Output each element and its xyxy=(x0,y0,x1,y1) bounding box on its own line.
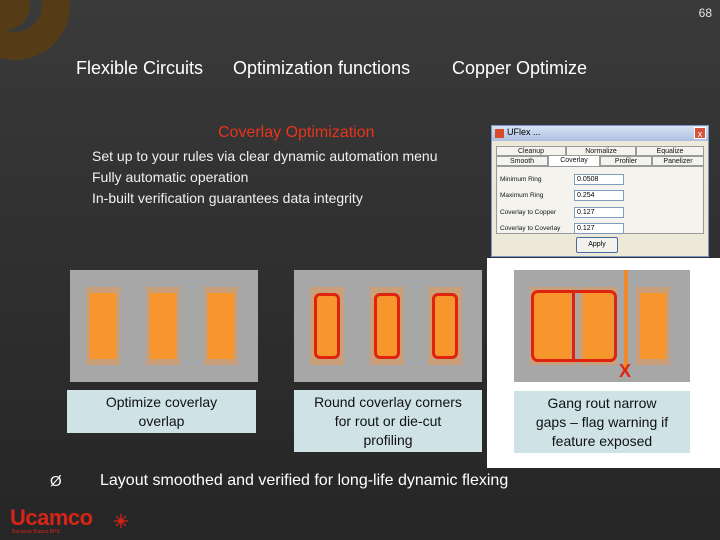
page-number: 68 xyxy=(698,6,712,20)
caption-line: profiling xyxy=(363,432,413,448)
caption-line: gaps – flag warning if xyxy=(535,414,669,430)
nav-item-copper-optimize[interactable]: Copper Optimize xyxy=(452,58,588,78)
summary-bullet: Layout smoothed and verified for long-life dynamic flexing xyxy=(100,472,509,489)
pad xyxy=(86,287,120,365)
field-label: Coverlay to Coverlay xyxy=(500,225,561,232)
copper-feature xyxy=(374,293,400,359)
tab-panelizer[interactable]: Panelizer xyxy=(652,156,704,166)
starburst-icon xyxy=(114,514,128,528)
bullet-text: Fully automatic operation xyxy=(92,169,249,185)
warning-marker: X xyxy=(619,361,632,381)
tab-cleanup[interactable]: Cleanup xyxy=(496,146,566,156)
app-icon xyxy=(495,129,504,138)
field-label: Maximum Ring xyxy=(500,192,544,199)
copper-feature xyxy=(314,293,340,359)
copper-feature xyxy=(640,293,666,359)
bullet-text: Set up to your rules via clear dynamic automation menu xyxy=(92,148,438,164)
field-label: Coverlay to Copper xyxy=(500,209,556,216)
pad xyxy=(146,287,180,365)
caption-line: Optimize coverlay xyxy=(105,394,218,410)
caption-line: Gang rout narrow xyxy=(547,395,657,411)
dialog-title: UFlex ... xyxy=(507,127,541,137)
nav-item-flexible-circuits[interactable]: Flexible Circuits xyxy=(76,58,204,78)
bullet-text: In-built verification guarantees data integrity xyxy=(92,190,363,206)
copper-feature xyxy=(208,293,234,359)
round-corners-illustration xyxy=(294,270,482,382)
caption xyxy=(67,390,256,433)
gap-warning-line xyxy=(624,270,628,370)
arrow-bullet-icon: Ø xyxy=(50,473,62,490)
caption-line: feature exposed xyxy=(551,433,653,449)
pad xyxy=(310,287,344,365)
pad xyxy=(636,287,670,365)
coverlay-settings-dialog xyxy=(491,125,709,257)
tab-coverlay[interactable]: Coverlay xyxy=(548,155,600,167)
nav-item-optimization-functions[interactable]: Optimization functions xyxy=(233,58,411,78)
rout-divider xyxy=(572,291,575,361)
tab-normalize[interactable]: Normalize xyxy=(566,146,636,156)
caption xyxy=(514,391,690,453)
maximum-ring-input[interactable] xyxy=(574,190,624,201)
copper-feature xyxy=(90,293,116,359)
apply-button[interactable]: Apply xyxy=(576,237,618,253)
dialog-titlebar[interactable] xyxy=(492,126,708,141)
minimum-ring-input[interactable] xyxy=(574,174,624,185)
field-label: Minimum Ring xyxy=(500,176,542,183)
logo-tagline: Bananas Bianco BPS xyxy=(12,529,60,535)
pad xyxy=(428,287,462,365)
tab-profiler[interactable]: Profiler xyxy=(600,156,652,166)
ucamco-logo: Ucamco xyxy=(10,505,93,530)
tab-equalize[interactable]: Equalize xyxy=(636,146,704,156)
coverlay-to-coverlay-input[interactable] xyxy=(574,223,624,234)
caption-line: Round coverlay corners xyxy=(314,394,462,410)
caption xyxy=(294,390,482,452)
coverlay-to-copper-input[interactable] xyxy=(574,207,624,218)
section-title: Coverlay Optimization xyxy=(218,124,375,141)
gang-rout-illustration xyxy=(514,270,690,382)
close-button[interactable]: x xyxy=(694,127,706,139)
pad xyxy=(370,287,404,365)
caption-line: for rout or die-cut xyxy=(334,413,442,429)
copper-feature xyxy=(150,293,176,359)
pad xyxy=(204,287,238,365)
coverlay-overlap-illustration xyxy=(70,270,258,382)
caption-line: overlap xyxy=(138,413,185,429)
tab-smooth[interactable]: Smooth xyxy=(496,156,548,166)
copper-feature xyxy=(432,293,458,359)
